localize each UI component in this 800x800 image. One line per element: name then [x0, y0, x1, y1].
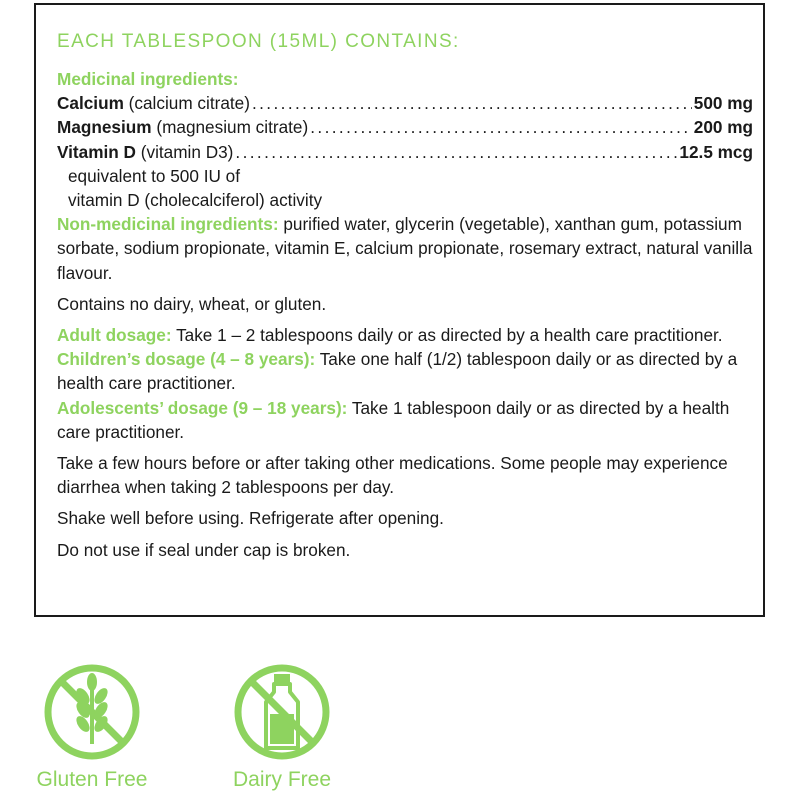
ingredients-panel [34, 3, 765, 617]
gluten-free-badge [17, 662, 167, 792]
nonmedicinal-paragraph [57, 212, 753, 285]
leader-dots [252, 91, 692, 115]
adolescent-dosage-heading: Adolescents’ dosage (9 – 18 years): [57, 397, 348, 418]
dairy-free-badge [207, 662, 357, 792]
ingredient-row [57, 115, 753, 139]
children-dosage [57, 347, 753, 395]
warning-text: Take a few hours before or after taking other medications. Some people may experience diarrhea when taking 2 tablespoons per day. [57, 453, 728, 498]
children-dosage-text: Take one half (1/2) tablespoon daily or as directed by a health care practitioner. [57, 349, 738, 394]
ingredient-amount: 200 mg [693, 117, 753, 138]
ingredient-source: (calcium citrate) [128, 93, 250, 114]
adolescent-dosage [57, 396, 753, 444]
ingredient-source: (vitamin D3) [140, 141, 234, 162]
children-dosage-heading: Children’s dosage (4 – 8 years): [57, 349, 316, 370]
ingredient-row [57, 140, 753, 164]
nonmedicinal-heading: Non-medicinal ingredients: [57, 214, 279, 235]
dairy-free-label: Dairy Free [232, 768, 332, 791]
vitamin-d-note-2: vitamin D (cholecalciferol) activity [68, 189, 323, 210]
wheat-crossed-icon [28, 662, 156, 762]
ingredient-name: Vitamin D [57, 141, 136, 162]
adult-dosage-heading: Adult dosage: [57, 324, 172, 345]
vitamin-d-note-1: equivalent to 500 IU of [68, 165, 240, 186]
ingredient-row [57, 91, 753, 115]
seal-text: Do not use if seal under cap is broken. [57, 539, 351, 560]
ingredient-source: (magnesium citrate) [156, 117, 309, 138]
leader-dots [310, 115, 692, 139]
ingredient-name: Magnesium [57, 117, 152, 138]
storage-text: Shake well before using. Refrigerate after opening. [57, 508, 444, 529]
ingredient-amount: 500 mg [693, 93, 753, 114]
medicinal-heading: Medicinal ingredients: [57, 69, 239, 89]
milk-bottle-crossed-icon [218, 662, 346, 762]
adolescent-dosage-text: Take 1 tablespoon daily or as directed by a health care practitioner. [57, 397, 730, 442]
adult-dosage-text: Take 1 – 2 tablespoons daily or as directed by a health care practitioner. [176, 324, 723, 345]
contains-note: Contains no dairy, wheat, or gluten. [57, 293, 327, 314]
nonmedicinal-text: purified water, glycerin (vegetable), xanthan gum, potassium sorbate, sodium propionate, vitamin E, calcium propionate, rosemary extract, natural vanilla flavour. [57, 214, 753, 283]
leader-dots [235, 140, 677, 164]
gluten-free-label: Gluten Free [36, 768, 148, 791]
adult-dosage [57, 323, 753, 347]
label-content [57, 67, 753, 562]
ingredient-name: Calcium [57, 93, 124, 114]
ingredient-amount: 12.5 mcg [679, 141, 753, 162]
label-heading: EACH TABLESPOON (15ML) CONTAINS: [57, 31, 460, 52]
